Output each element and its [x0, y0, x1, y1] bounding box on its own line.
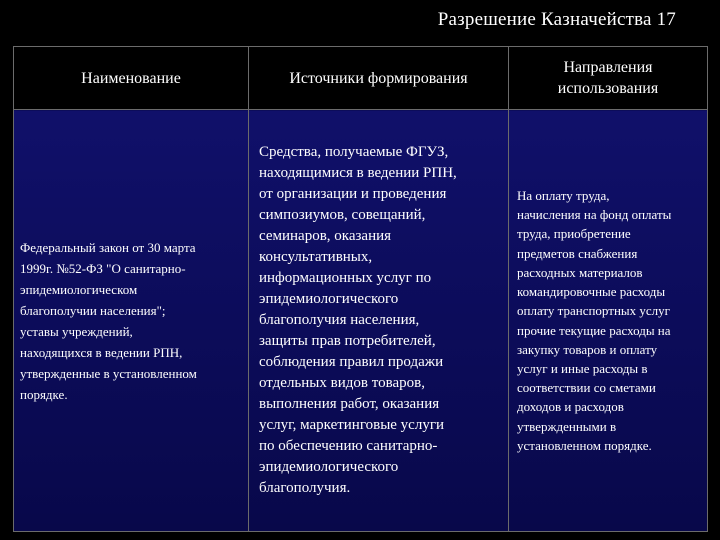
header-sources: [249, 47, 509, 110]
header-directions: [509, 47, 708, 110]
table-row: [14, 110, 708, 532]
cell-sources: [249, 110, 509, 532]
cell-name: [14, 110, 249, 532]
table-header-row: [14, 47, 708, 110]
header-name: [14, 47, 249, 110]
slide-title: Разрешение Казначейства 17: [437, 9, 676, 30]
cell-sources-text: Средства, получаемые ФГУЗ, находящимися в ведении РПН, от организации и проведения симпозиумов, совещаний, семинаров, оказания консультативных, информационных услуг по эпидемиологического благополучия населения, защиты прав потребителей, соблюдения правил продажи отдельных видов товаров, выполнения работ, оказания услуг, маркетинговые услуги по обеспечению санитарно- эпидемиологического благополучия.: [259, 144, 457, 496]
treasury-table: [13, 46, 708, 532]
header-directions-label: Направления использования: [557, 59, 659, 97]
cell-directions: [509, 110, 708, 532]
header-sources-label: Источники формирования: [289, 69, 468, 87]
header-name-label: Наименование: [81, 69, 181, 87]
cell-name-text: Федеральный закон от 30 марта 1999г. №52-ФЗ "О санитарно- эпидемиологическом благополучии населения"; уставы учреждений, находящихся в ведении РПН, утвержденные в установленном порядке.: [20, 239, 197, 402]
cell-directions-text: На оплату труда, начисления на фонд оплаты труда, приобретение предметов снабжения расходных материалов командировочные расходы оплату транспортных услуг прочие текущие расходы на закупку товаров и оплату услуг и иные расходы в соответствии со сметами доходов и расходов утвержденными в установленном порядке.: [517, 188, 672, 453]
